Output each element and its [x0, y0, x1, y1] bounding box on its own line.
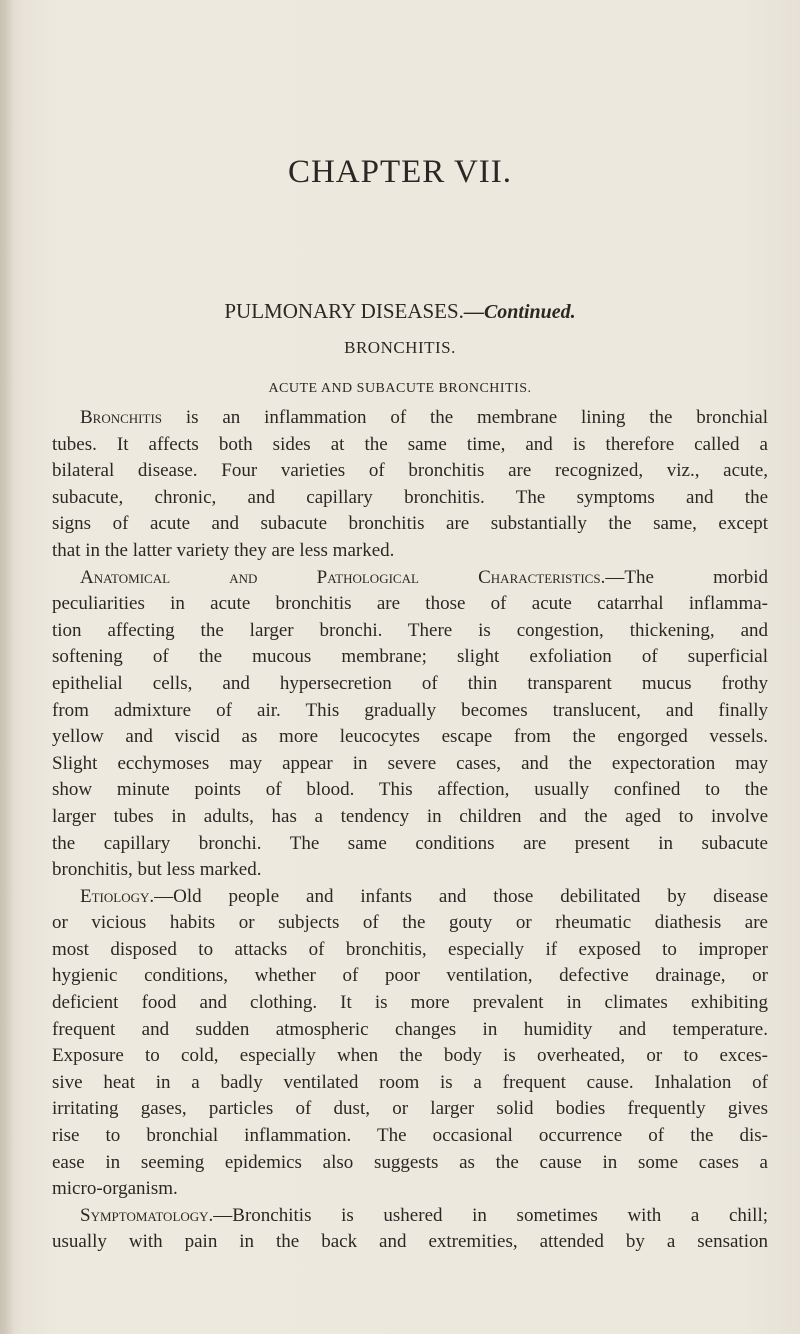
paragraph-line: Slight ecchymoses may appear in severe cases, and the expectoration may: [52, 752, 768, 774]
paragraph-line: larger tubes in adults, has a tendency in children and the aged to involve: [52, 805, 768, 827]
paragraph-line: bilateral disease. Four varieties of bronchitis are recognized, viz., acute,: [52, 460, 768, 482]
paragraph-line: usually with pain in the back and extremities, attended by a sensation: [52, 1231, 768, 1253]
paragraph-line: subacute, chronic, and capillary bronchitis. The symptoms and the: [52, 486, 768, 508]
paragraph-line: rise to bronchial inflammation. The occasional occurrence of the dis-: [52, 1125, 768, 1147]
paragraph-line: frequent and sudden atmospheric changes in humidity and temperature.: [52, 1018, 768, 1040]
line-text: —Bronchitis is ushered in sometimes with a chill;: [213, 1204, 768, 1226]
paragraph-lead: Anatomical and Pathological Characteristics.: [80, 566, 606, 588]
line-text: —The morbid: [605, 566, 768, 588]
subject-title: BRONCHITIS.: [344, 338, 456, 357]
paragraph-line: tubes. It affects both sides at the same time, and is therefore called a: [52, 433, 768, 455]
paragraph-line: epithelial cells, and hypersecretion of thin transparent mucus frothy: [52, 672, 768, 694]
paragraph-lead: Bronchitis: [80, 407, 163, 428]
paragraph-line: that in the latter variety they are less marked.: [52, 539, 395, 561]
paragraph-line: signs of acute and subacute bronchitis are substantially the same, except: [52, 513, 768, 535]
paragraph-line: most disposed to attacks of bronchitis, especially if exposed to improper: [52, 938, 768, 960]
paragraph-line: sive heat in a badly ventilated room is a frequent cause. Inhalation of: [52, 1071, 768, 1093]
paragraph-line: micro-organism.: [52, 1178, 178, 1200]
paragraph-line: hygienic conditions, whether of poor ventilation, defective drainage, or: [52, 965, 768, 987]
paragraph-line: deficient food and clothing. It is more prevalent in climates exhibiting: [52, 992, 768, 1014]
chapter-title: CHAPTER VII.: [287, 154, 513, 190]
paragraph-line: yellow and viscid as more leucocytes escape from the engorged vessels.: [52, 726, 768, 748]
paragraph-lead: Etiology.: [80, 885, 155, 907]
paragraph-line: [52, 884, 768, 911]
line-text: is an inflammation of the membrane lining the bronchial: [162, 407, 768, 428]
paragraph-line: peculiarities in acute bronchitis are those of acute catarrhal inflamma-: [52, 593, 768, 615]
body-text: [52, 405, 768, 1256]
paragraph-line: [52, 1203, 768, 1230]
section-title-text: PULMONARY DISEASES.: [224, 299, 464, 323]
page-gutter-shadow: [0, 0, 14, 1334]
section-title: [0, 297, 800, 326]
paragraph-lead: Symptomatology.: [80, 1204, 214, 1226]
subject-subtitle: ACUTE AND SUBACUTE BRONCHITIS.: [268, 381, 532, 396]
paragraph-line: [52, 565, 768, 592]
line-text: —Old people and infants and those debilitated by disease: [154, 885, 768, 907]
paragraph-line: bronchitis, but less marked.: [52, 859, 262, 881]
paragraph-line: softening of the mucous membrane; slight exfoliation of superficial: [52, 646, 768, 668]
paragraph-line: ease in seeming epidemics also suggests as the cause in some cases a: [52, 1151, 768, 1173]
paragraph-line: or vicious habits or subjects of the gouty or rheumatic diathesis are: [52, 912, 768, 934]
paragraph-line: Exposure to cold, especially when the body is overheated, or to exces-: [52, 1045, 768, 1067]
paragraph-line: [52, 405, 768, 432]
paragraph-line: tion affecting the larger bronchi. There is congestion, thickening, and: [52, 619, 768, 641]
paragraph-line: irritating gases, particles of dust, or larger solid bodies frequently gives: [52, 1098, 768, 1120]
section-continued: —Continued.: [463, 301, 576, 323]
paragraph-line: show minute points of blood. This affection, usually confined to the: [52, 779, 768, 801]
paragraph-line: from admixture of air. This gradually becomes translucent, and finally: [52, 699, 768, 721]
paragraph-line: the capillary bronchi. The same conditions are present in subacute: [52, 832, 768, 854]
